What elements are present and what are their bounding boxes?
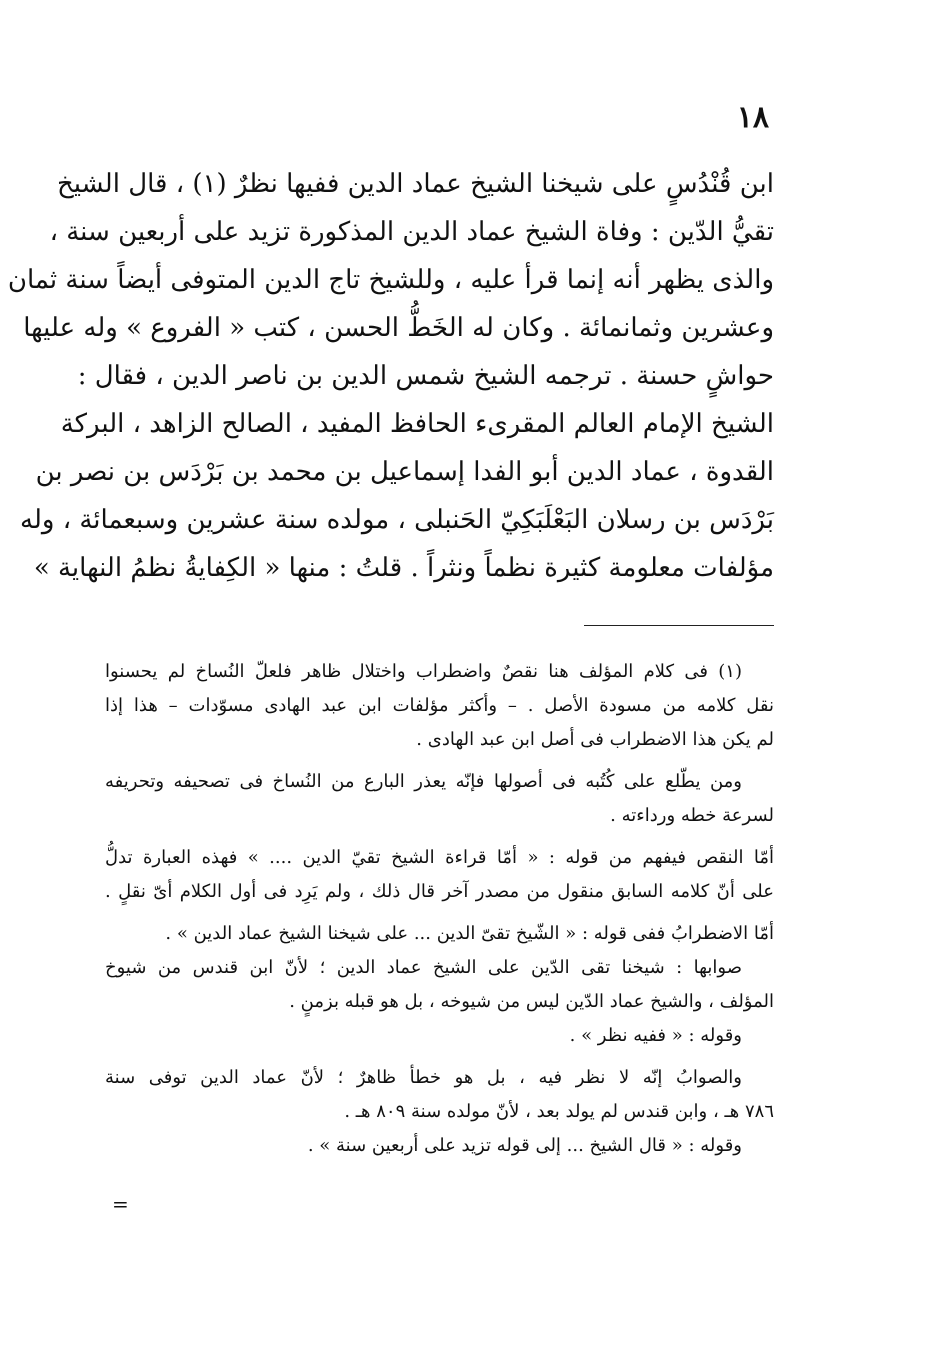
footnote-line: لم يكن هذا الاضطراب فى أصل ابن عبد الهادى . bbox=[416, 729, 774, 750]
main-text-block bbox=[7, 160, 774, 592]
footnote-line: المؤلف ، والشيخ عماد الدّين ليس من شيوخه ، بل هو قبله بزمنٍ . bbox=[289, 991, 774, 1012]
footnote-line: أمّا النقص فيفهم من قوله : « أمّا قراءة الشيخ تقيّ الدين .... » فهذه العبارة تدلُّ bbox=[105, 847, 774, 868]
footnote-line: ٧٨٦ هـ ، وابن قندس لم يولد بعد ، لأنّ مولده سنة ٨٠٩ هـ . bbox=[344, 1101, 774, 1122]
footnote-line: ومن يطّلع على كُتُبه فى أصولها فإنّه يعذر البارع من النُساخ فى تصحيفه وتحريفه bbox=[105, 771, 742, 792]
footnote-line: لسرعة خطه ورداءته . bbox=[610, 805, 774, 826]
continuation-mark: = bbox=[112, 1192, 129, 1216]
footnote-line: على أنّ كلامه السابق منقول من مصدر آخر قال ذلك ، ولم يَرِد فى أول الكلام أىّ نقلٍ . bbox=[105, 881, 774, 902]
footnotes-block bbox=[105, 655, 774, 1163]
main-text-line: القدوة ، عماد الدين أبو الفدا إسماعيل بن محمد بن بَرْدَس بن نصر بن bbox=[35, 457, 774, 487]
footnote-line: صوابها : شيخنا تقى الدّين على الشيخ عماد الدين ؛ لأنّ ابن قندس من شيوخ bbox=[105, 957, 742, 978]
footnote-line: أمّا الاضطرابُ ففى قوله : « الشّيخ تقىّ الدين ... على شيخنا الشيخ عماد الدين » . bbox=[165, 923, 774, 944]
page-number: ١٨ bbox=[736, 100, 769, 135]
footnote-line: وقوله : « ففيه نظر » . bbox=[569, 1025, 742, 1046]
main-text-line: وعشرين وثمانمائة . وكان له الخَطُّ الحسن ، كتب « الفروع » وله عليها bbox=[23, 313, 774, 343]
footnote-line: والصوابُ إنّه لا نظر فيه ، بل هو خطأ ظاهرٌ ؛ لأنّ عماد الدين توفى سنة bbox=[105, 1067, 743, 1088]
footnote-line: (١) فى كلام المؤلف هنا نقصٌ واضطراب واختلال ظاهر فلعلّ النُساخ لم يحسنوا bbox=[105, 661, 742, 682]
footnote-separator bbox=[584, 625, 774, 626]
main-text-line: تقيُّ الدّين : وفاة الشيخ عماد الدين المذكورة تزيد على أربعين سنة ، bbox=[49, 217, 774, 247]
footnote-line: وقوله : « قال الشيخ ... إلى قوله تزيد على أربعين سنة » . bbox=[307, 1135, 742, 1156]
main-text-line: حواشٍ حسنة . ترجمه الشيخ شمس الدين بن ناصر الدين ، فقال : bbox=[77, 361, 774, 391]
main-text-line: والذى يظهر أنه إنما قرأ عليه ، وللشيخ تاج الدين المتوفى أيضاً سنة ثمان bbox=[7, 265, 774, 295]
main-text-line: ابن قُنْدُسٍ على شيخنا الشيخ عماد الدين ففيها نظرٌ (١) ، قال الشيخ bbox=[56, 169, 774, 199]
main-text-line: الشيخ الإمام العالم المقرىء الحافظ المفيد ، الصالح الزاهد ، البركة bbox=[60, 409, 774, 439]
main-text-line: مؤلفات معلومة كثيرة نظماً ونثراً . قلتُ : منها « الكِفايةُ نظمُ النهاية » bbox=[33, 553, 774, 583]
footnote-line: نقل كلامه من مسودة الأصل . – وأكثر مؤلفات ابن عبد الهادى مسوّدات – هذا إذا bbox=[105, 695, 774, 716]
main-text-line: بَرْدَس بن رسلان البَعْلَبَكِيّ الحَنبلى ، مولده سنة عشرين وسبعمائة ، وله bbox=[20, 505, 774, 535]
